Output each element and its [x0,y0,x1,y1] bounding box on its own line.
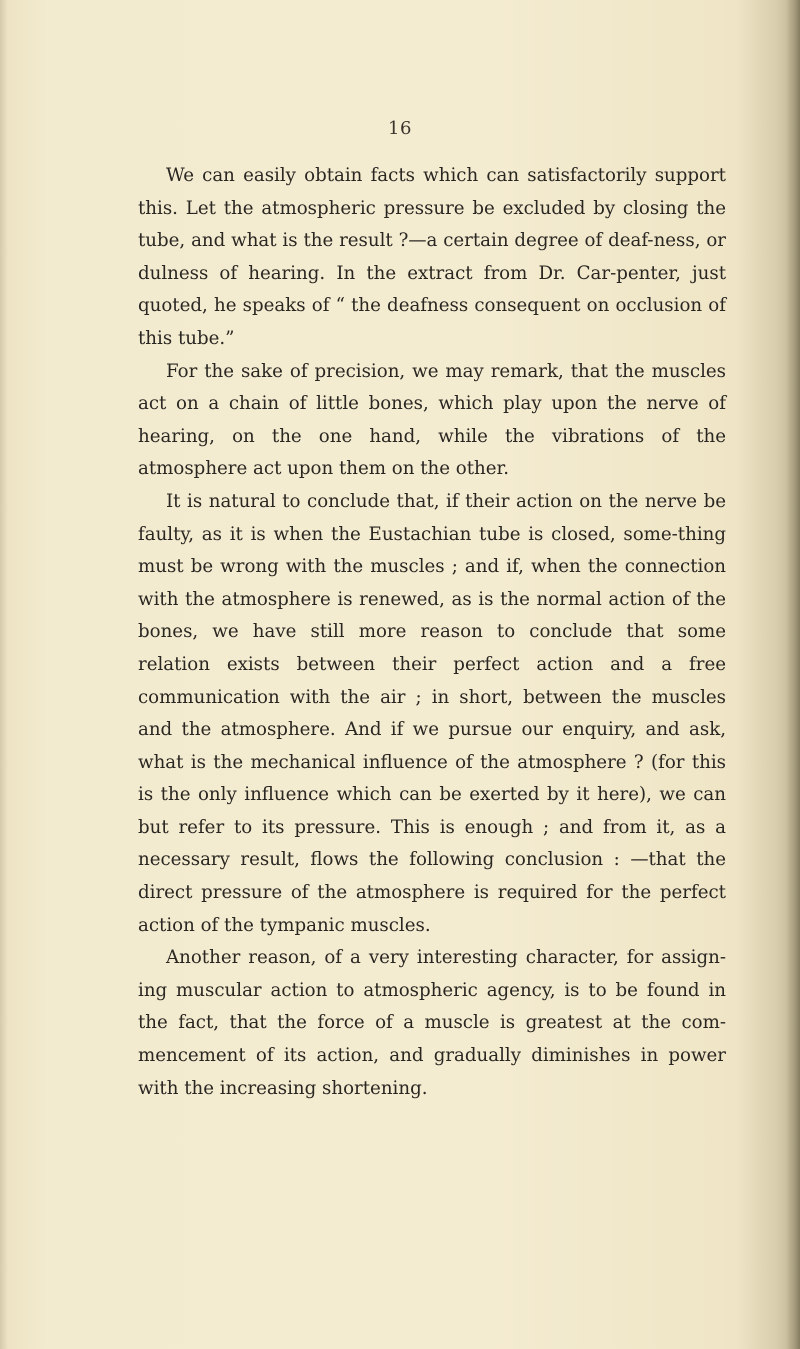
page-edge-shadow [786,0,800,1349]
paragraph-2: For the sake of precision, we may remark, that the muscles act on a chain of little bones, which play upon the nerve of hearing, on the one hand, while the vibrations of the atmosphere act upon them on the other. [138,360,726,480]
page-gutter-shadow [0,0,8,1349]
page-number: 16 [388,118,412,139]
paragraph-4: Another reason, of a very interesting character, for assign-ing muscular action to atmospheric agency, is to be found in the fact, that the force of a muscle is greatest at the com-mencement of its action, and gradually diminishes in power with the increasing shortening. [138,947,726,1099]
paragraph-3: It is natural to conclude that, if their action on the nerve be faulty, as it is when the Eustachian tube is closed, some-thing must be wrong with the muscles ; and if, when the connection with the atmosphere is renewed, as is the normal action of the bones, we have still more reason to conclude that some relation exists between their perfect action and a free communication with the air ; in short, between the muscles and the atmosphere. And if we pursue our enquiry, and ask, what is the mechanical influence of the atmosphere ? (for this is the only influence which can be exerted by it here), we can but refer to its pressure. This is enough ; and from it, as a necessary result, flows the following conclusion : —that the direct pressure of the atmosphere is required for the perfect action of the tympanic muscles. [138,490,726,936]
body-text [138,160,726,1105]
paragraph-1: We can easily obtain facts which can satisfactorily support this. Let the atmospheric pressure be excluded by closing the tube, and what is the result ?—a certain degree of deaf-ness, or dulness of hearing. In the extract from Dr. Car-penter, just quoted, he speaks of “ the deafness consequent on occlusion of this tube.” [138,165,726,349]
